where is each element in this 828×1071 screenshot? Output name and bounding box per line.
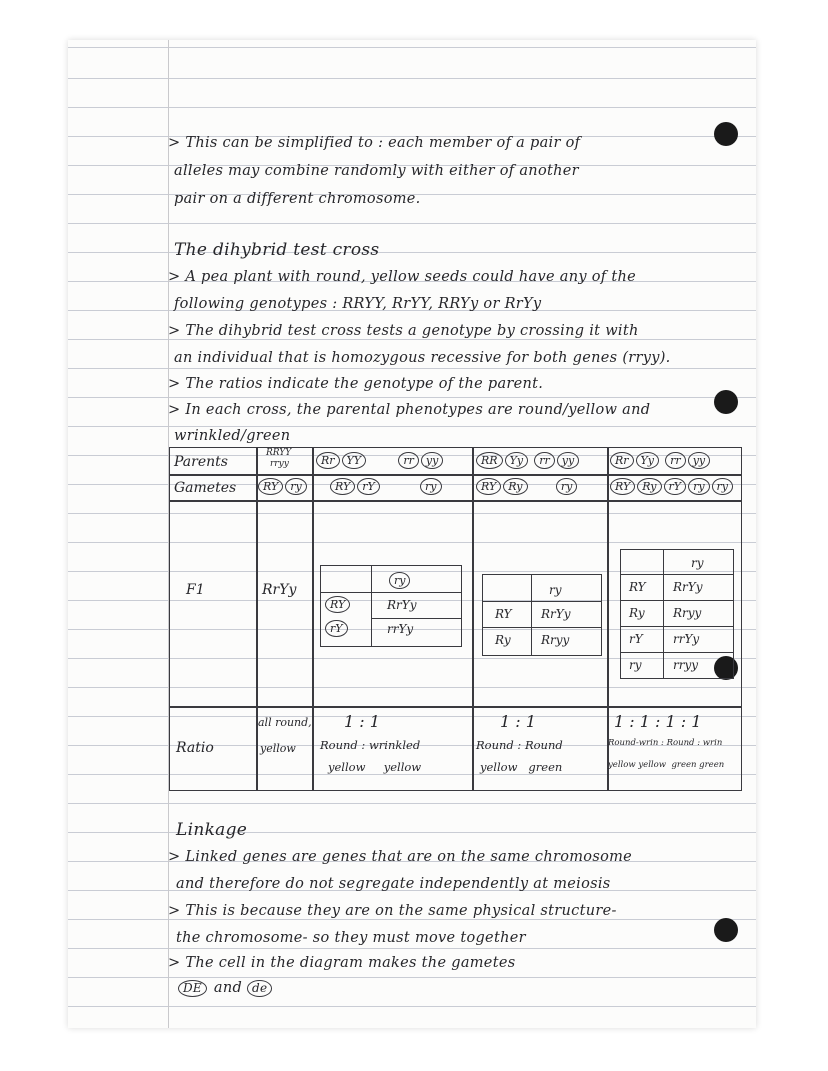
gametes-line: DE and de xyxy=(178,980,274,997)
grid-cell: Rryy xyxy=(673,606,702,620)
section-heading: The dihybrid test cross xyxy=(174,240,380,260)
gamete-circle: ry xyxy=(688,478,709,495)
allele-circle: YY xyxy=(342,452,367,469)
col1-parent-top: RRYY xyxy=(266,448,292,458)
row-label-ratio: Ratio xyxy=(176,740,214,756)
body-line: following genotypes : RRYY, RrYY, RRYy or RrYy xyxy=(174,296,542,312)
row-label-parents: Parents xyxy=(174,454,228,470)
grid-cell: rrYy xyxy=(673,632,700,646)
body-line: > The ratios indicate the genotype of the parent. xyxy=(168,376,544,392)
punch-hole xyxy=(714,122,738,146)
gamete-circle: DE xyxy=(178,980,207,997)
col1-ratio-b: yellow xyxy=(260,742,296,755)
gamete-circle: ry xyxy=(712,478,733,495)
gamete-circle: ry xyxy=(420,478,441,495)
body-line: and therefore do not segregate independently at meiosis xyxy=(176,876,611,892)
grid-row-head: ry xyxy=(629,658,642,672)
gamete-circle: rY xyxy=(664,478,687,495)
allele-circle: Yy xyxy=(636,452,659,469)
col1-parent-bottom: rryy xyxy=(270,459,289,469)
gamete-circle: RY xyxy=(330,478,355,495)
grid-cell: Rryy xyxy=(541,633,570,647)
grid-head: ry xyxy=(389,572,410,589)
gamete-circle: ry xyxy=(556,478,577,495)
body-line: the chromosome- so they must move together xyxy=(176,930,526,946)
punch-hole xyxy=(714,918,738,942)
col1-gametes xyxy=(258,478,309,495)
grid-row-head: Ry xyxy=(629,606,645,620)
intro-line: > This can be simplified to : each member of a pair of xyxy=(168,135,581,151)
allele-circle: RR xyxy=(476,452,503,469)
grid-row-head: RY xyxy=(629,580,646,594)
body-line: > The dihybrid test cross tests a genotype by crossing it with xyxy=(168,323,639,339)
grid-cell: rrYy xyxy=(387,622,414,636)
allele-circle: Rr xyxy=(610,452,634,469)
body-line: > This is because they are on the same physical structure- xyxy=(168,903,617,919)
punnett-square-col2 xyxy=(320,565,462,647)
gamete-circle: RY xyxy=(610,478,635,495)
body-line: > Linked genes are genes that are on the same chromosome xyxy=(168,849,633,865)
grid-cell: rryy xyxy=(673,658,699,672)
col4-parents xyxy=(610,452,712,469)
body-line: > The cell in the diagram makes the gametes xyxy=(168,955,516,971)
body-line: wrinkled/green xyxy=(174,428,291,444)
body-line: > In each cross, the parental phenotypes are round/yellow and xyxy=(168,402,651,418)
grid-cell: RrYy xyxy=(673,580,703,594)
punch-hole xyxy=(714,390,738,414)
allele-circle: rr xyxy=(398,452,419,469)
gamete-circle: Ry xyxy=(503,478,527,495)
gamete-circle: ry xyxy=(285,478,306,495)
grid-row-head: Ry xyxy=(495,633,511,647)
col3-pheno-2: yellow green xyxy=(480,760,563,774)
col2-ratio: 1 : 1 xyxy=(344,712,380,731)
col4-pheno-2: yellow yellow green green xyxy=(608,760,725,770)
row-label-f1: F1 xyxy=(186,582,205,598)
body-line: an individual that is homozygous recessive for both genes (rryy). xyxy=(174,350,671,366)
allele-circle: yy xyxy=(688,452,710,469)
col3-pheno-1: Round : Round xyxy=(476,738,563,752)
body-line: > A pea plant with round, yellow seeds could have any of the xyxy=(168,269,637,285)
grid-cell: RrYy xyxy=(387,598,417,612)
col2-gametes xyxy=(330,478,444,495)
gamete-circle: RY xyxy=(476,478,501,495)
col1-f1: RrYy xyxy=(262,582,297,598)
allele-circle: rr xyxy=(534,452,555,469)
allele-circle: Yy xyxy=(505,452,528,469)
col4-ratio: 1 : 1 : 1 : 1 xyxy=(614,712,702,731)
section-heading: Linkage xyxy=(176,820,248,840)
grid-head: ry xyxy=(691,556,704,570)
gamete-circle: rY xyxy=(357,478,380,495)
intro-line: pair on a different chromosome. xyxy=(174,191,421,207)
grid-row-head: rY xyxy=(629,632,643,646)
grid-head: ry xyxy=(549,583,562,597)
col3-parents xyxy=(476,452,581,469)
intro-line: alleles may combine randomly with either of another xyxy=(174,163,579,179)
grid-row-head: RY xyxy=(325,596,350,613)
col2-parents xyxy=(316,452,445,469)
row-label-gametes: Gametes xyxy=(174,480,237,496)
grid-cell: RrYy xyxy=(541,607,571,621)
punnett-square-col4 xyxy=(620,549,734,679)
col3-gametes xyxy=(476,478,579,495)
allele-circle: yy xyxy=(421,452,443,469)
col4-pheno-1: Round-wrin : Round : wrin xyxy=(608,738,723,748)
allele-circle: yy xyxy=(557,452,579,469)
punnett-square-col3 xyxy=(482,574,602,656)
grid-row-head: RY xyxy=(495,607,512,621)
col4-gametes xyxy=(610,478,735,495)
allele-circle: rr xyxy=(665,452,686,469)
notebook-page xyxy=(68,40,756,1028)
col2-pheno-2: yellow yellow xyxy=(328,760,422,774)
gamete-circle: Ry xyxy=(637,478,661,495)
col1-ratio-a: all round, xyxy=(258,716,312,729)
allele-circle: Rr xyxy=(316,452,340,469)
gamete-circle: de xyxy=(247,980,272,997)
col3-ratio: 1 : 1 xyxy=(500,712,536,731)
col2-pheno-1: Round : wrinkled xyxy=(320,738,421,752)
grid-row-head: rY xyxy=(325,620,348,637)
gamete-circle: RY xyxy=(258,478,283,495)
dihybrid-table xyxy=(169,447,742,791)
